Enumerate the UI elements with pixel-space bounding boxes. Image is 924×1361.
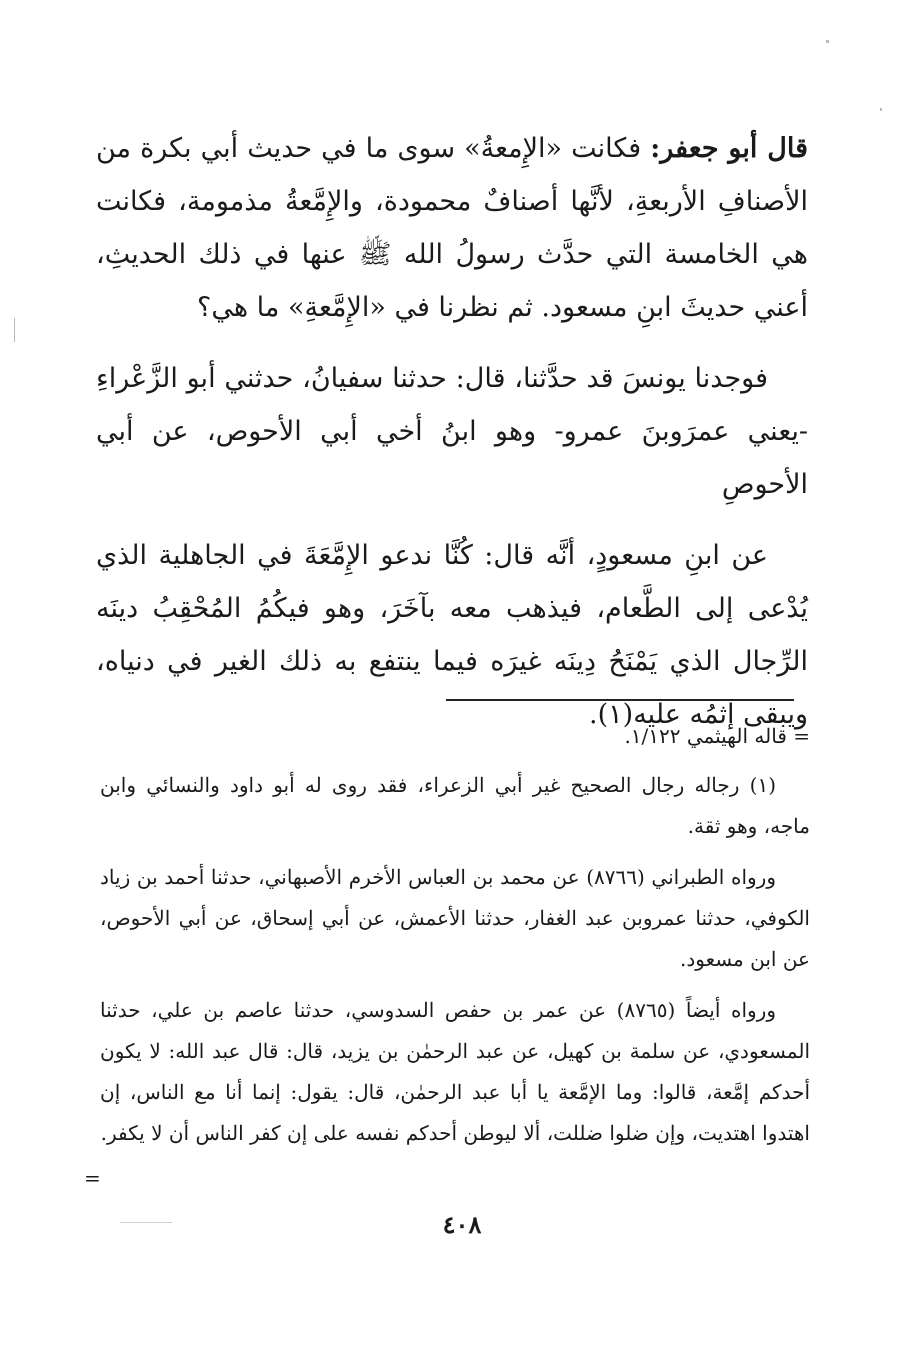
footnote-separator — [446, 699, 794, 701]
page-number: ٤٠٨ — [442, 1210, 482, 1239]
speaker-label: قال أبو جعفر: — [650, 133, 808, 164]
paragraph-1-body: فكانت «الإِمعةُ» سوى ما في حديث أبي بكرة من الأصنافِ الأربعةِ، لأنَّها أصنافٌ محمودة، والإِمَّعةُ مذمومة، فكانت هي الخامسة التي حدَّث رسولُ الله ﷺ عنها في ذلك الحديثِ، أعني حديثَ ابنِ مسعود. ثم نظرنا في «الإِمَّعةِ» ما هي؟ — [96, 133, 808, 323]
paragraph-2: فوجدنا يونسَ قد حدَّثنا، قال: حدثنا سفيانُ، حدثني أبو الزَّعْراءِ -يعني عمرَوبنَ عمرو- وهو ابنُ أخي أبي الأحوص، عن أبي الأحوصِ — [96, 363, 808, 500]
scan-margin-line — [14, 318, 15, 342]
footnote-2: ورواه الطبراني (٨٧٦٦) عن محمد بن العباس الأخرم الأصبهاني، حدثنا أحمد بن زياد الكوفي، حدثنا عمروبن عبد الغفار، حدثنا الأعمش، عن أبي إسحاق، عن أبي الأحوص، عن ابن مسعود. — [100, 865, 810, 971]
scan-dash-bottom — [120, 1222, 172, 1223]
continuation-mark: = — [84, 1166, 101, 1190]
footnotes-block — [100, 716, 810, 1164]
scan-speck-top-2 — [880, 108, 882, 111]
paragraph-1 — [96, 122, 808, 334]
scan-speck-top — [826, 40, 829, 43]
footnote-3: ورواه أيضاً (٨٧٦٥) عن عمر بن حفص السدوسي، حدثنا عاصم بن علي، حدثنا المسعودي، عن سلمة بن كهيل، عن عبد الرحمٰن بن يزيد، قال: قال عبد الله: لا يكون أحدكم إمَّعة، قالوا: وما الإمَّعة يا أبا عبد الرحمٰن، قال: يقول: إنما أنا مع الناس، إن اهتدوا اهتديت، وإن ضلوا ضللت، ألا ليوطن أحدكم نفسه على إن كفر الناس أن لا يكفر. — [100, 998, 810, 1145]
paragraph-3: عن ابنِ مسعودٍ، أنَّه قال: كُنَّا ندعو الإِمَّعَةَ في الجاهلية الذي يُدْعى إلى الطَّعام، فيذهب معه بآخَرَ، وهو فيكُمُ المُحْقِبُ دينَه الرِّجال الذي يَمْنَحُ دِينَه غيرَه فيما ينتفع به ذلك الغير في دنياه، ويبقى إثمُه عليه(١). — [96, 540, 808, 730]
footnote-continuation: = قاله الهيثمي ١/١٢٢. — [624, 724, 810, 748]
footnote-1: (١) رجاله رجال الصحيح غير أبي الزعراء، فقد روى له أبو داود والنسائي وابن ماجه، وهو ثقة. — [100, 773, 810, 838]
main-text-block — [96, 122, 808, 759]
